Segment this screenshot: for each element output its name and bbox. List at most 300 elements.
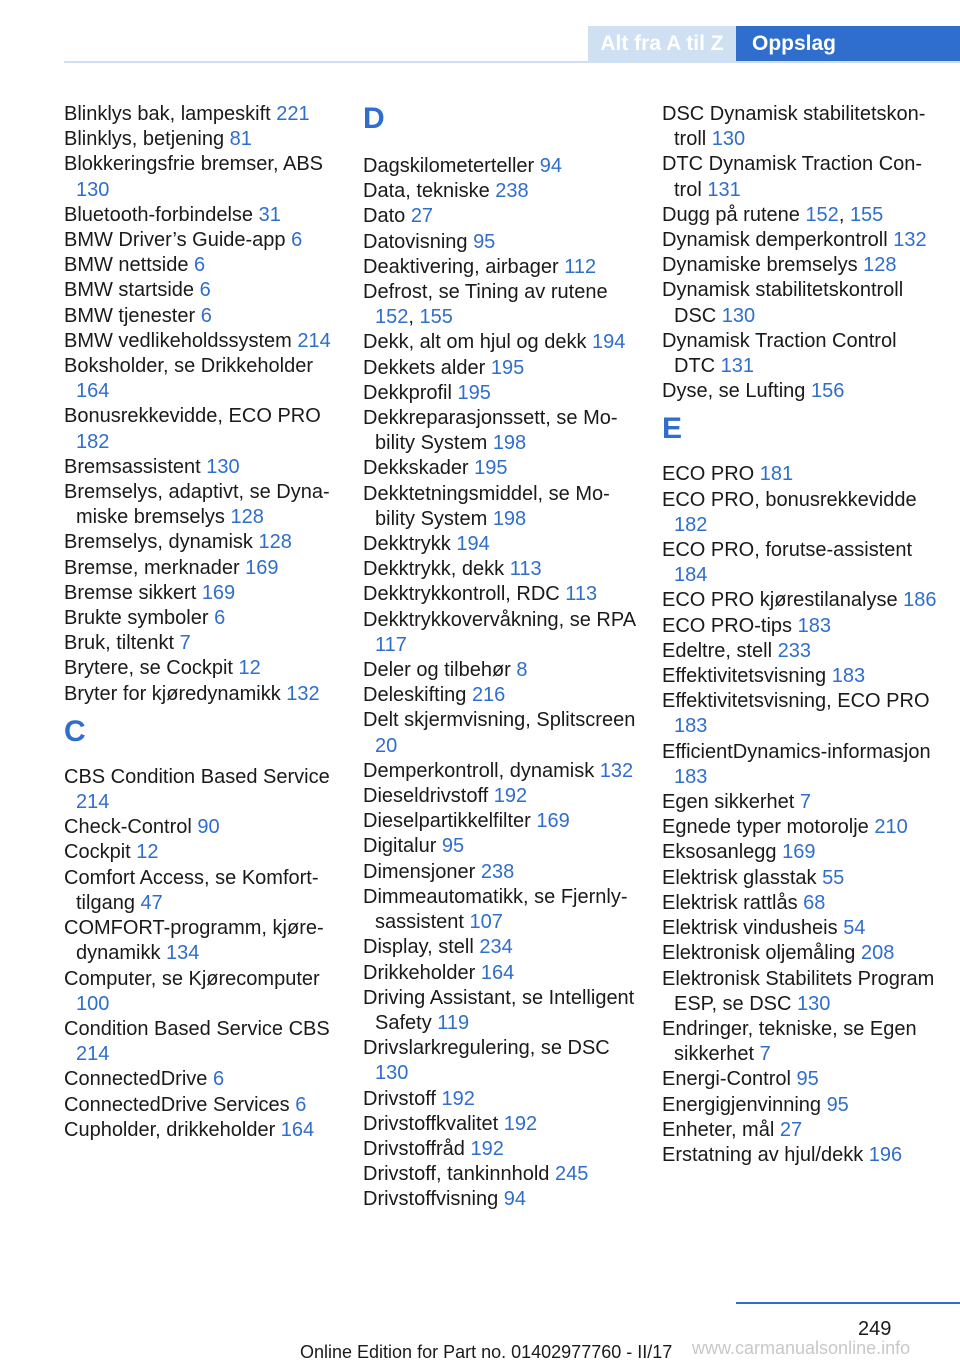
page-separator: ,	[408, 306, 420, 329]
index-entry-term: Defrost, se Tining av rutene	[363, 281, 608, 304]
index-entry-term: Erstatning av hjul/dekk	[662, 1143, 869, 1166]
index-entry	[363, 1087, 643, 1112]
index-entry-term: Dekktrykkovervåkning, se RPA	[363, 608, 635, 631]
index-entry-term: Energigjenvinning	[662, 1093, 827, 1116]
page-link[interactable]: 210	[874, 816, 908, 839]
header-divider	[64, 61, 960, 63]
page-link[interactable]: 182	[76, 430, 110, 453]
index-entry-term: Dynamisk Traction Control DTC	[662, 329, 897, 378]
index-entry-term: Drivslarkregulering, se DSC	[363, 1037, 610, 1060]
page-link[interactable]: 169	[201, 581, 236, 604]
index-entry	[363, 456, 643, 481]
edition-note: Online Edition for Part no. 01402977760 - II/17	[300, 1342, 673, 1362]
index-entry	[662, 1143, 942, 1168]
page-link[interactable]: 31	[258, 203, 281, 226]
index-entry-term: ConnectedDrive Services	[64, 1093, 296, 1116]
index-entry	[363, 154, 643, 179]
index-entry	[363, 935, 643, 960]
index-entry-term: Comfort Access, se Komforttilgang	[64, 866, 319, 914]
index-entry-term: Bonusrekkevidde, ECO PRO	[64, 405, 321, 428]
page-link[interactable]: 183	[674, 715, 708, 738]
index-entry-term: Dekkprofil	[363, 381, 458, 404]
index-entry-term: Driving Assistant, se Intelligent Safety	[363, 986, 635, 1034]
index-entry-term: Check-Control	[64, 816, 198, 839]
page-link[interactable]: 128	[230, 506, 264, 529]
index-entry-term: Energi-Control	[662, 1068, 797, 1091]
page-link[interactable]: 100	[76, 992, 110, 1015]
page-link[interactable]: 198	[492, 432, 527, 455]
index-entry-term: BMW tjenester	[64, 304, 201, 327]
index-entry	[363, 658, 643, 683]
index-entry-term: Computer, se Kjørecomputer	[64, 967, 320, 990]
page-link[interactable]: 181	[759, 463, 794, 486]
index-entry	[662, 462, 942, 487]
index-entry	[64, 329, 344, 354]
page-link[interactable]: 183	[674, 765, 708, 788]
index-entry-term: Blinklys, betjening	[64, 128, 230, 151]
page-link[interactable]: 6	[212, 1068, 225, 1091]
index-entry-term: BMW Driver’s Guide-app	[64, 229, 292, 252]
index-entry	[64, 765, 344, 815]
index-entry-term: Bluetooth-forbindelse	[64, 203, 259, 226]
index-entry	[363, 1036, 643, 1086]
index-entry	[64, 278, 344, 303]
index-entry-term: Bryter for kjøredynamikk	[64, 682, 287, 705]
footer-divider	[736, 1302, 960, 1304]
index-entry-term: BMW vedlikeholdssystem	[64, 329, 298, 352]
page-number: 249	[858, 1318, 892, 1340]
index-entry-term: Dekktrykkontroll, RDC	[363, 583, 566, 606]
index-entry	[64, 304, 344, 329]
index-entry-term: ECO PRO-tips	[662, 614, 798, 637]
index-entry	[662, 689, 942, 739]
index-column-1	[64, 102, 344, 1143]
index-entry	[662, 664, 942, 689]
index-entry	[662, 152, 942, 202]
index-entry-term: Drivstoff, tankinnhold	[363, 1163, 555, 1186]
index-entry-term: Boksholder, se Drikkeholder	[64, 355, 314, 378]
index-entry	[662, 102, 942, 152]
index-entry	[363, 381, 643, 406]
page-link[interactable]: 130	[76, 178, 110, 201]
page-link[interactable]: 12	[136, 841, 159, 864]
index-entry	[363, 532, 643, 557]
index-entry-term: Deleskifting	[363, 684, 472, 707]
index-entry-term: Delt skjermvisning, Splitscreen	[363, 709, 636, 732]
index-entry-term: Brytere, se Cockpit	[64, 657, 239, 680]
index-entry-term: Drivstoffkvalitet	[363, 1112, 504, 1135]
index-entry-term: Dynamiske bremselys	[662, 254, 864, 277]
index-entry	[363, 784, 643, 809]
page-separator: ,	[838, 203, 850, 226]
page-link[interactable]: 238	[480, 860, 515, 883]
index-entry	[363, 708, 643, 758]
index-entry	[363, 1187, 643, 1212]
index-entry-term: Bremselys, adaptivt, se Dynamiske bremselys	[64, 481, 330, 529]
page-link[interactable]: 94	[503, 1188, 527, 1211]
index-entry-term: BMW startside	[64, 279, 200, 302]
page-link[interactable]: 130	[206, 455, 240, 478]
index-entry	[662, 588, 942, 613]
page-link[interactable]: 184	[674, 564, 708, 587]
page-link[interactable]: 117	[375, 633, 407, 656]
index-entry	[662, 253, 942, 278]
index-entry-term: Dynamisk demperkontroll	[662, 229, 894, 252]
section-tab[interactable]: Alt fra A til Z	[588, 26, 736, 62]
index-entry	[363, 1137, 643, 1162]
index-entry-term: Egnede typer motorolje	[662, 816, 875, 839]
index-entry-term: Blinklys bak, lampeskift	[64, 103, 277, 125]
index-entry	[662, 866, 942, 891]
index-entry	[64, 1017, 344, 1067]
page-link[interactable]: 194	[456, 533, 490, 556]
index-entry	[662, 790, 942, 815]
page-link[interactable]: 198	[492, 507, 527, 530]
index-entry	[662, 1118, 942, 1143]
page-link[interactable]: 216	[471, 684, 506, 707]
index-entry	[363, 482, 643, 532]
page-link[interactable]: 112	[564, 255, 597, 278]
page-link[interactable]: 95	[796, 1068, 819, 1091]
page-link[interactable]: 192	[470, 1137, 504, 1160]
page-link[interactable]: 68	[803, 891, 826, 914]
index-entry	[64, 480, 344, 530]
index-entry-term: Brukte symboler	[64, 607, 215, 630]
index-entry-term: Egen sikkerhet	[662, 791, 800, 814]
page-link[interactable]: 132	[599, 759, 634, 782]
index-entry-term: Dimmeautomatikk, se Fjernlysassistent	[363, 885, 628, 934]
index-entry	[662, 203, 942, 228]
index-entry-term: Blokkeringsfrie bremser, ABS	[64, 153, 323, 176]
index-entry-term: ECO PRO kjørestilanalyse	[662, 589, 904, 612]
index-entry	[363, 1162, 643, 1187]
index-entry-term: Elektrisk vindusheis	[662, 917, 844, 940]
page-link[interactable]: 6	[194, 254, 206, 277]
index-entry	[363, 961, 643, 986]
page-link[interactable]: 6	[200, 304, 212, 327]
index-entry	[363, 230, 643, 255]
index-entry	[662, 891, 942, 916]
page-link[interactable]: 214	[76, 791, 110, 814]
index-entry-term: Bremsassistent	[64, 455, 207, 478]
index-column-3	[662, 102, 942, 1168]
index-entry-term: Eksosanlegg	[662, 841, 783, 864]
page-link[interactable]: 183	[797, 614, 831, 637]
index-entry	[64, 455, 344, 480]
index-entry	[64, 228, 344, 253]
index-entry-term: Elektronisk oljemåling	[662, 942, 861, 965]
index-entry	[363, 885, 643, 935]
index-entry	[64, 840, 344, 865]
index-entry	[363, 330, 643, 355]
index-entry	[64, 866, 344, 916]
index-entry	[64, 203, 344, 228]
page-link[interactable]: 130	[797, 992, 831, 1015]
index-entry	[662, 840, 942, 865]
page-link[interactable]: 95	[473, 230, 496, 253]
index-entry	[363, 582, 643, 607]
index-letter-heading: C	[64, 714, 86, 748]
page-link[interactable]: 20	[375, 734, 398, 757]
index-entry-term: COMFORT-programm, kjøredynamikk	[64, 917, 324, 965]
watermark: www.carmanualsonline.info	[692, 1338, 911, 1358]
page-link[interactable]: 233	[777, 639, 811, 662]
page-link[interactable]: 12	[238, 657, 261, 680]
index-entry-term: ECO PRO, forutse-assistent	[662, 539, 913, 562]
index-entry-term: Data, tekniske	[363, 180, 496, 203]
index-entry	[363, 356, 643, 381]
page-link[interactable]: 195	[474, 457, 508, 480]
page-link[interactable]: 7	[759, 1043, 771, 1066]
page-link[interactable]: 81	[229, 128, 252, 151]
page-link[interactable]: 169	[536, 810, 570, 833]
index-entry	[363, 406, 643, 456]
index-entry-term: Digitalur	[363, 835, 442, 858]
page-link[interactable]: 194	[592, 331, 626, 354]
index-entry-term: Drikkeholder	[363, 961, 481, 984]
page-link[interactable]: 234	[479, 936, 513, 959]
page-link[interactable]: 55	[822, 866, 845, 889]
index-entry-term: Dekk, alt om hjul og dekk	[363, 331, 592, 354]
index-entry-term: Enheter, mål	[662, 1118, 780, 1141]
index-entry	[64, 581, 344, 606]
page-link[interactable]: 130	[711, 128, 746, 151]
index-entry	[363, 608, 643, 658]
page-link[interactable]: 152	[805, 203, 839, 226]
index-entry-term: Cockpit	[64, 841, 137, 864]
active-tab-oppslag[interactable]: Oppslag	[736, 26, 960, 62]
page-link[interactable]: 164	[480, 961, 515, 984]
index-entry-term: Dekkreparasjonssett, se Mobility System	[363, 407, 618, 455]
index-entry-term: BMW nettside	[64, 254, 195, 277]
index-entry	[662, 488, 942, 538]
index-entry-term: Elektrisk rattlås	[662, 891, 804, 914]
index-column-2	[363, 102, 643, 1213]
index-entry	[64, 682, 344, 707]
page-link[interactable]: 113	[565, 583, 598, 606]
index-entry	[64, 102, 344, 127]
index-entry-term: Display, stell	[363, 936, 480, 959]
index-entry	[64, 127, 344, 152]
page-link[interactable]: 164	[76, 380, 110, 403]
page-link[interactable]: 95	[441, 835, 465, 858]
index-entry-term: Dieselpartikkelfilter	[363, 810, 537, 833]
index-entry	[363, 759, 643, 784]
page-link[interactable]: 214	[76, 1043, 110, 1066]
index-entry-term: Dieseldrivstoff	[363, 785, 494, 808]
page-link[interactable]: 155	[419, 306, 453, 329]
page-link[interactable]: 6	[199, 279, 211, 302]
index-entry	[64, 1093, 344, 1118]
index-entry	[363, 255, 643, 280]
page-link[interactable]: 94	[539, 155, 562, 177]
page-link[interactable]: 186	[903, 589, 937, 612]
index-entry	[363, 683, 643, 708]
index-entry	[363, 179, 643, 204]
index-entry-term: EfficientDynamics-informasjon	[662, 740, 931, 763]
page-link[interactable]: 95	[826, 1093, 849, 1116]
page-link[interactable]: 27	[410, 205, 434, 228]
index-entry	[363, 204, 643, 229]
index-entry	[662, 1093, 942, 1118]
page-link[interactable]: 8	[516, 659, 528, 682]
page-link[interactable]: 130	[375, 1062, 409, 1085]
index-entry-term: Effektivitetsvisning	[662, 665, 832, 688]
index-entry-term: Demperkontroll, dynamisk	[363, 759, 600, 782]
index-entry	[662, 614, 942, 639]
index-entry-term: ECO PRO	[662, 463, 760, 486]
page-link[interactable]: 169	[245, 556, 279, 579]
index-entry	[363, 557, 643, 582]
index-entry	[64, 916, 344, 966]
index-entry	[64, 556, 344, 581]
page-link[interactable]: 128	[863, 254, 897, 277]
index-entry-term: Deaktivering, airbager	[363, 255, 565, 278]
index-entry	[662, 967, 942, 1017]
index-entry-term: Dekkskader	[363, 457, 475, 480]
page-link[interactable]: 208	[860, 942, 895, 965]
page-link[interactable]: 155	[849, 203, 884, 226]
index-entry	[662, 1067, 942, 1092]
page-link[interactable]: 90	[197, 816, 220, 839]
page-link[interactable]: 27	[779, 1118, 803, 1141]
index-entry-term: ConnectedDrive	[64, 1068, 213, 1091]
page-link[interactable]: 192	[493, 785, 528, 808]
page-link[interactable]: 130	[721, 304, 756, 327]
index-entry-term: Dekktrykk	[363, 533, 457, 556]
index-entry	[64, 606, 344, 631]
index-entry-term: Dekktrykk, dekk	[363, 558, 510, 581]
index-entry	[662, 278, 942, 328]
page-link[interactable]: 47	[140, 891, 163, 914]
header-bar	[0, 0, 960, 62]
index-entry	[64, 1118, 344, 1143]
index-entry	[363, 834, 643, 859]
page-link[interactable]: 196	[868, 1143, 903, 1166]
index-entry	[662, 639, 942, 664]
index-entry-term: Bremse sikkert	[64, 581, 202, 604]
index-entry-term: Cupholder, drikkeholder	[64, 1118, 281, 1141]
index-entry-term: Dimensjoner	[363, 860, 481, 883]
page-link[interactable]: 183	[831, 665, 866, 688]
page-link[interactable]: 182	[674, 513, 708, 536]
index-entry	[64, 967, 344, 1017]
index-entry-term: Dynamisk stabilitetskontroll DSC	[662, 279, 904, 327]
index-entry-term: ECO PRO, bonusrekkevidde	[662, 488, 917, 511]
index-entry	[64, 253, 344, 278]
index-entry	[64, 815, 344, 840]
page-link[interactable]: 156	[810, 380, 845, 403]
index-entry-term: Dagskilometerteller	[363, 155, 540, 177]
index-entry-term: Bruk, tiltenkt	[64, 632, 180, 655]
index-entry	[64, 404, 344, 454]
page-link[interactable]: 6	[295, 1093, 307, 1116]
index-letter-heading: E	[662, 412, 683, 446]
index-entry-term: Effektivitetsvisning, ECO PRO	[662, 690, 930, 713]
index-entry	[64, 631, 344, 656]
index-entry-term: Drivstoff	[363, 1087, 442, 1110]
index-entry-term: Deler og tilbehør	[363, 659, 517, 682]
index-entry	[363, 860, 643, 885]
page-link[interactable]: 195	[457, 381, 491, 404]
page-link[interactable]: 132	[893, 229, 927, 252]
index-entry	[662, 1017, 942, 1067]
page-link[interactable]: 54	[843, 917, 866, 940]
index-entry-term: Elektrisk glasstak	[662, 866, 823, 889]
page-link[interactable]: 6	[214, 607, 226, 630]
index-entry-term: Drivstoffråd	[363, 1137, 471, 1160]
page-link[interactable]: 192	[441, 1087, 475, 1110]
index-entry	[662, 941, 942, 966]
index-entry	[662, 815, 942, 840]
index-entry	[662, 329, 942, 379]
index-letter-heading: D	[363, 102, 385, 135]
page-link[interactable]: 107	[469, 911, 503, 934]
page-link[interactable]: 119	[437, 1011, 470, 1034]
index-entry-term: Bremse, merknader	[64, 556, 246, 579]
index-entry-term: Dugg på rutene	[662, 203, 806, 226]
index-entry-term: Endringer, tekniske, se Egen sikkerhet	[662, 1017, 917, 1066]
index-entry-term: Drivstoffvisning	[363, 1188, 504, 1211]
page-link[interactable]: 132	[286, 682, 320, 705]
page-link[interactable]: 113	[509, 558, 542, 581]
index-entry	[662, 740, 942, 790]
index-entry	[662, 228, 942, 253]
index-entry-term: Dyse, se Lufting	[662, 380, 811, 403]
page-link[interactable]: 238	[495, 180, 529, 203]
page-link[interactable]: 131	[707, 178, 741, 201]
page-link[interactable]: 169	[782, 841, 816, 864]
page-link[interactable]: 128	[258, 531, 292, 554]
page-link[interactable]: 6	[291, 229, 303, 252]
index-entry	[363, 809, 643, 834]
index-entry	[64, 656, 344, 681]
page-link[interactable]: 134	[166, 942, 200, 965]
page-link[interactable]: 7	[799, 791, 811, 814]
index-entry	[363, 1112, 643, 1137]
page-link[interactable]: 164	[280, 1118, 315, 1141]
index-entry-term: DSC Dynamisk stabilitetskontroll	[662, 103, 926, 151]
page-link[interactable]: 192	[503, 1112, 538, 1135]
index-entry	[363, 986, 643, 1036]
page-link[interactable]: 195	[490, 356, 525, 379]
index-entry-term: Datovisning	[363, 230, 474, 253]
page-link[interactable]: 131	[720, 355, 755, 378]
page-link[interactable]: 245	[554, 1163, 589, 1186]
index-entry	[662, 916, 942, 941]
page-link[interactable]: 214	[297, 329, 331, 352]
index-entry	[64, 530, 344, 555]
index-entry	[64, 1067, 344, 1092]
index-entry	[64, 152, 344, 202]
index-entry-term: Condition Based Service CBS	[64, 1017, 330, 1040]
index-entry-term: Bremselys, dynamisk	[64, 531, 259, 554]
index-entry	[662, 538, 942, 588]
index-entry-term: DTC Dynamisk Traction Control	[662, 153, 923, 201]
page-link[interactable]: 7	[179, 632, 191, 655]
index-entry-term: Dekkets alder	[363, 356, 491, 379]
index-entry-term: Dekktetningsmiddel, se Mobility System	[363, 482, 610, 530]
index-entry-term: Edeltre, stell	[662, 639, 778, 662]
index-entry-term: CBS Condition Based Service	[64, 765, 330, 788]
index-entry-term: Elektronisk Stabilitets Program ESP, se DSC	[662, 967, 935, 1015]
index-entry	[64, 354, 344, 404]
page-link[interactable]: 221	[276, 103, 310, 125]
index-entry-term: Dato	[363, 205, 411, 228]
index-entry	[662, 379, 942, 404]
index-entry	[363, 280, 643, 330]
page-link[interactable]: 152	[375, 306, 409, 329]
